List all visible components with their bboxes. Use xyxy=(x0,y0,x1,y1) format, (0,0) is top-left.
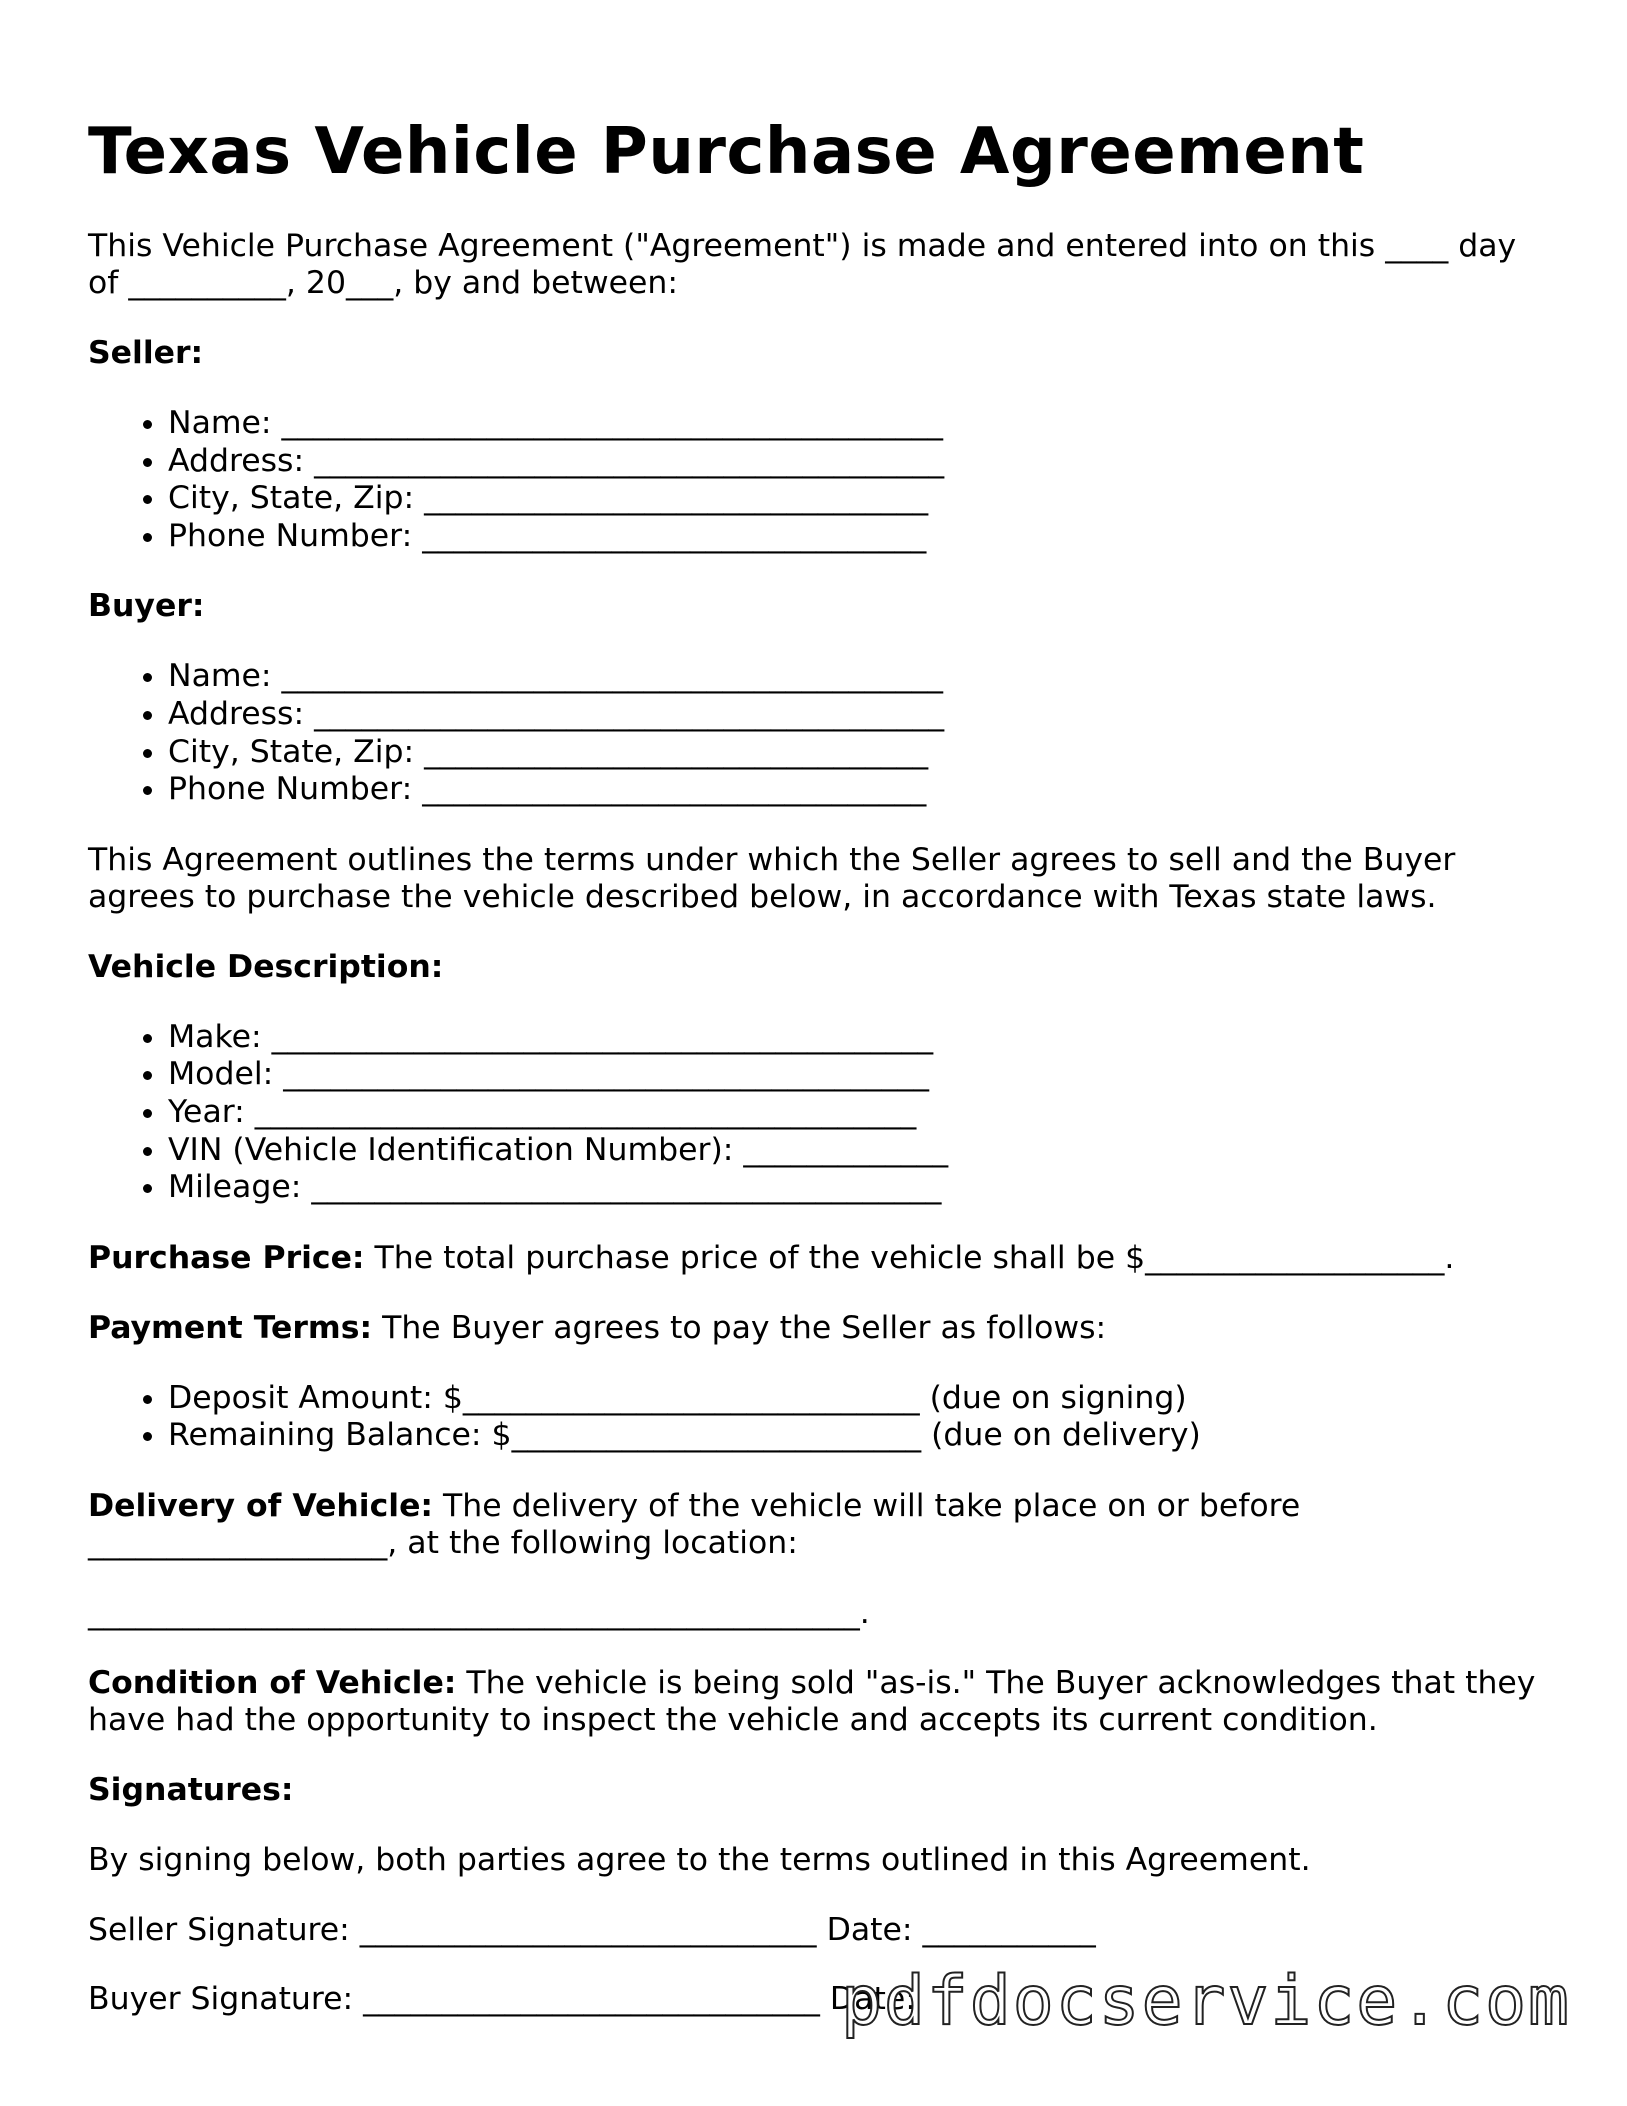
payment-terms-label: Payment Terms: xyxy=(88,1309,373,1346)
purchase-price-paragraph xyxy=(88,1240,1548,1277)
buyer-fields xyxy=(88,658,1548,808)
buyer-signature-line: Buyer Signature: _____________________________ Date: xyxy=(88,1980,916,2017)
buyer-city-field: • City, State, Zip: ________________________________ xyxy=(168,734,1548,772)
vehicle-make-field: • Make: __________________________________________ xyxy=(168,1019,1548,1057)
payment-terms-text: The Buyer agrees to pay the Seller as follows: xyxy=(372,1309,1107,1346)
delivery-label: Delivery of Vehicle: xyxy=(88,1487,434,1524)
signatures-heading: Signatures: xyxy=(88,1771,294,1808)
buyer-heading: Buyer: xyxy=(88,588,205,625)
delivery-location-line: _________________________________________________. xyxy=(88,1594,870,1631)
buyer-phone-field: • Phone Number: ________________________________ xyxy=(168,771,1548,809)
page-title: Texas Vehicle Purchase Agreement xyxy=(88,115,1365,189)
vehicle-mileage-field: • Mileage: ________________________________________ xyxy=(168,1169,1548,1207)
vehicle-fields xyxy=(88,1019,1548,1207)
payment-terms-paragraph xyxy=(88,1310,1548,1347)
condition-label: Condition of Vehicle: xyxy=(88,1664,457,1701)
purchase-price-label: Purchase Price: xyxy=(88,1239,365,1276)
vehicle-heading: Vehicle Description: xyxy=(88,948,444,985)
seller-phone-field: • Phone Number: ________________________________ xyxy=(168,518,1548,556)
seller-name-field: • Name: __________________________________________ xyxy=(168,405,1548,443)
buyer-name-field: • Name: __________________________________________ xyxy=(168,658,1548,696)
payment-terms-list xyxy=(88,1380,1548,1455)
terms-intro-paragraph: This Agreement outlines the terms under which the Seller agrees to sell and the Buyer agrees to purchase the vehicle described below, in accordance with Texas state laws. xyxy=(88,841,1456,915)
seller-city-field: • City, State, Zip: ________________________________ xyxy=(168,480,1548,518)
vehicle-year-field: • Year: __________________________________________ xyxy=(168,1094,1548,1132)
vehicle-vin-field: • VIN (Vehicle Identification Number): _____________ xyxy=(168,1132,1548,1170)
purchase-price-text: The total purchase price of the vehicle shall be $___________________. xyxy=(364,1239,1455,1276)
remaining-balance-field: • Remaining Balance: $__________________________ (due on delivery) xyxy=(168,1417,1548,1455)
signatures-intro: By signing below, both parties agree to the terms outlined in this Agreement. xyxy=(88,1841,1311,1878)
buyer-address-field: • Address: ________________________________________ xyxy=(168,696,1548,734)
watermark-text: pdfdocservice.com xyxy=(841,1962,1571,2041)
deposit-amount-field: • Deposit Amount: $_____________________________ (due on signing) xyxy=(168,1380,1548,1418)
delivery-paragraph xyxy=(88,1488,1548,1562)
seller-heading: Seller: xyxy=(88,335,204,371)
condition-text: The vehicle is being sold "as-is." The Buyer acknowledges that they have had the opportunity to inspect the vehicle and accepts its current condition. xyxy=(88,1664,1536,1738)
condition-paragraph xyxy=(88,1665,1548,1739)
intro-paragraph: This Vehicle Purchase Agreement ("Agreement") is made and entered into on this ____ day of __________, 20___, by and between: xyxy=(88,228,1517,301)
delivery-text: The delivery of the vehicle will take place on or before ___________________, at the following location: xyxy=(88,1487,1301,1561)
document-page xyxy=(88,112,1548,2050)
seller-fields xyxy=(88,405,1548,555)
seller-address-field: • Address: ________________________________________ xyxy=(168,443,1548,481)
vehicle-model-field: • Model: _________________________________________ xyxy=(168,1056,1548,1094)
seller-signature-line: Seller Signature: _____________________________ Date: ___________ xyxy=(88,1911,1096,1948)
